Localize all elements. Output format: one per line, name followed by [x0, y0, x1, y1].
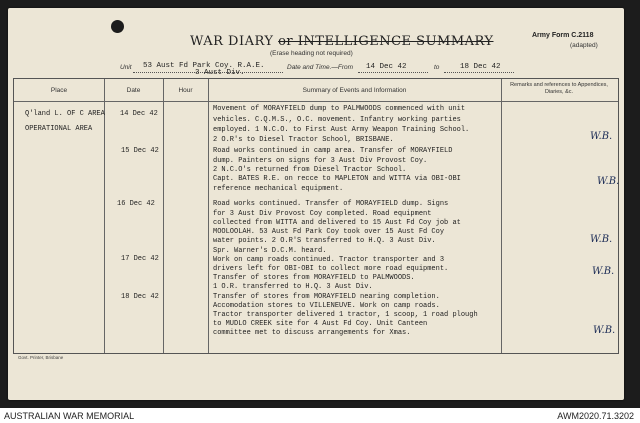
header-hour: Hour [178, 87, 193, 94]
form-adapted: (adapted) [570, 42, 598, 49]
col-divider-place [104, 79, 105, 353]
header-remarks: Remarks and references to Appendices, Diaries, &c. [510, 82, 608, 95]
col-divider-summary [501, 79, 502, 353]
date-label: Date and Time.—From [287, 64, 354, 71]
date-2: 15 Dec 42 [121, 147, 159, 155]
unit-value-2: 3 Aust Div. [195, 69, 245, 77]
entry-line: 2 O.R's to Diesel Tractor School, BRISBANE. [213, 136, 394, 144]
printer-note: Govt. Printer, Brisbane [18, 355, 64, 360]
unit-label: Unit [120, 64, 132, 71]
entry-line: for 3 Aust Div Provost Coy completed. Road equipment [213, 210, 432, 218]
date-to: 18 Dec 42 [460, 63, 501, 71]
entry-line: committee met to discuss arrangements for Xmas. [213, 329, 411, 337]
to-dotline [444, 72, 514, 73]
entry-line: 2 N.C.O's returned from Diesel Tractor School. [213, 166, 407, 174]
entry-line: Transfer of stores from MORAYFIELD nearing completion. [213, 293, 440, 301]
entry-line: dump. Painters on signs for 3 Aust Div Provost Coy. [213, 157, 428, 165]
col-divider-date [163, 79, 164, 353]
entry-line: Transfer of stores from MORAYFIELD to PALMWOODS. [213, 274, 415, 282]
header-place: Place [50, 87, 68, 94]
punch-hole [111, 20, 124, 33]
from-dotline [358, 72, 428, 73]
title-struck: or INTELLIGENCE SUMMARY [278, 34, 494, 49]
entry-line: to MUDLO CREEK site for 4 Aust Fd Coy. Unit Canteen [213, 320, 428, 328]
entry-line: Spr. Warner's D.C.M. heard. [213, 247, 327, 255]
date-from: 14 Dec 42 [366, 63, 407, 71]
signature-initials: W.B. [597, 176, 620, 187]
signature-initials: W.B. [590, 234, 613, 245]
signature-initials: W.B. [593, 325, 616, 336]
place-2: OPERATIONAL AREA [25, 125, 93, 133]
entry-line: MOOLOOLAH. 53 Aust Fd Park Coy took over 15 Aust Fd Coy [213, 228, 445, 236]
title-main: WAR DIARY [190, 34, 274, 49]
entry-line: Accomodation stores to VILLENEUVE. Work on camp roads. [213, 302, 440, 310]
signature-initials: W.B. [590, 131, 613, 142]
entry-line: reference mechanical equipment. [213, 185, 344, 193]
entry-line: Work on camp roads continued. Tractor transporter and 3 [213, 256, 445, 264]
date-3: 16 Dec 42 [117, 200, 155, 208]
signature-initials: W.B. [592, 266, 615, 277]
entry-line: Road works continued in camp area. Transfer of MORAYFIELD [213, 147, 453, 155]
header-date: Date [126, 87, 141, 94]
place-1: Q'land L. OF C AREA [25, 110, 105, 118]
entry-line: employed. 1 N.C.O. to First Aust Army Weapon Training School. [213, 126, 470, 134]
subtitle: (Erase heading not required) [270, 50, 353, 57]
date-5: 18 Dec 42 [121, 293, 159, 301]
form-id: Army Form C.2118 [532, 32, 594, 39]
date-4: 17 Dec 42 [121, 255, 159, 263]
entry-line: Road works continued. Transfer of MORAYFIELD dump. Signs [213, 200, 449, 208]
entry-line: vehicles. C.Q.M.S., O.C. movement. Infantry working parties [213, 116, 461, 124]
entry-line: collected from WITTA and delivered to 15 Aust Fd Coy job at [213, 219, 461, 227]
page-title [190, 34, 494, 49]
unit-value: 53 Aust Fd Park Coy. R.A.E. [143, 62, 265, 70]
to-label: to [434, 64, 440, 71]
date-1: 14 Dec 42 [120, 110, 158, 118]
entry-line: water points. 2 O.R'S transferred to H.Q. 3 Aust Div. [213, 237, 436, 245]
header-summary: Summary of Events and Information [302, 87, 407, 94]
footer-accession-number: AWM2020.71.3202 [557, 411, 634, 421]
entry-line: Capt. BATES R.E. on recce to MAPLETON and WITTA via OBI-OBI [213, 175, 461, 183]
col-divider-hour [208, 79, 209, 353]
entry-line: Movement of MORAYFIELD dump to PALMWOODS commenced with unit [213, 105, 466, 113]
entry-line: Tractor transporter delivered 1 tractor, 1 scoop, 1 road plough [213, 311, 478, 319]
entry-line: drivers left for OBI-OBI to collect more road equipment. [213, 265, 449, 273]
entry-line: 1 O.R. transferred to H.Q. 3 Aust Div. [213, 283, 373, 291]
header-divider [14, 101, 618, 102]
footer-archive-name: AUSTRALIAN WAR MEMORIAL [4, 411, 135, 421]
